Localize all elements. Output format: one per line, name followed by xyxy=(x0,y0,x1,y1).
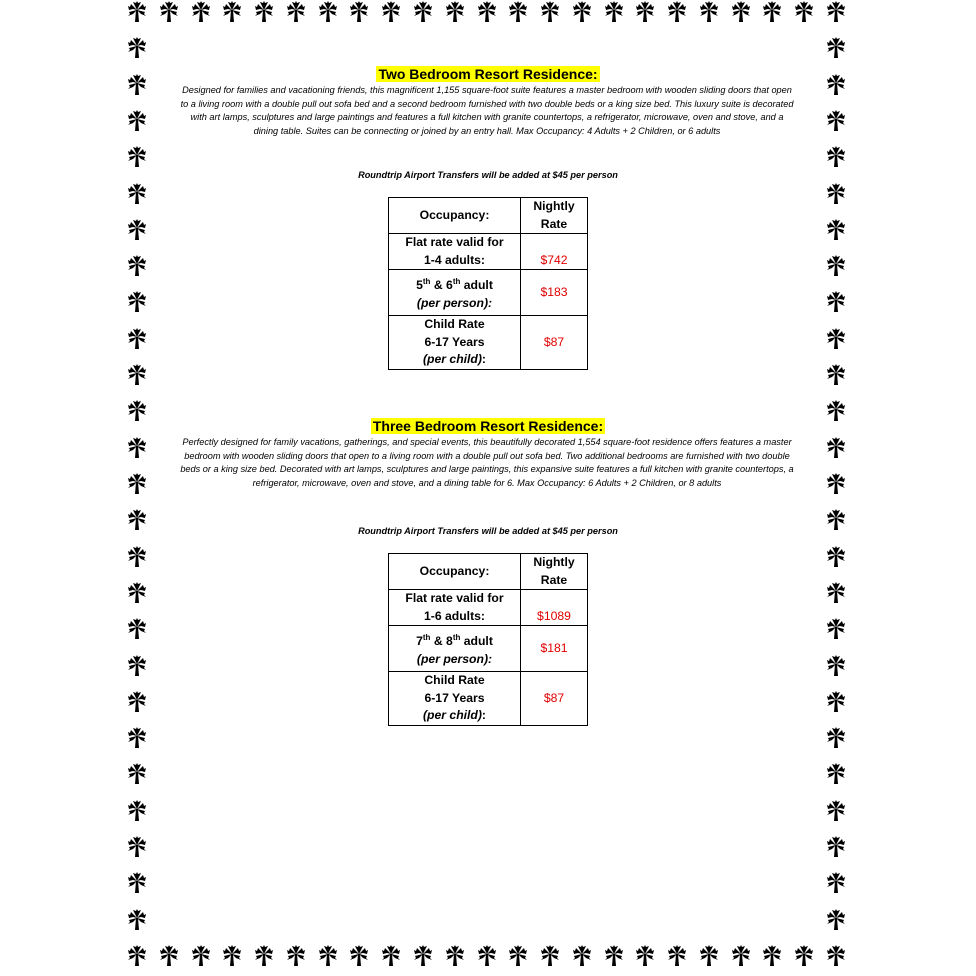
occupancy-label: Child Rate 6-17 Years (per child): xyxy=(389,316,521,370)
transfer-note: Roundtrip Airport Transfers will be added at $45 per person xyxy=(358,526,618,536)
rate-table-three-bedroom xyxy=(388,553,588,726)
header-nightly-rate: Nightly Rate xyxy=(521,554,588,590)
section-description-two-bedroom: Designed for families and vacationing friends, this magnificent 1,155 square-foot suite features a master bedroom with wooden sliding doors that open to a living room with a double pull out sofa bed and a second bedroom furnished with two double beds or a king size bed. This luxury suite is decorated with art lamps, sculptures and large paintings and features a full kitchen with granite countertops, a refrigerator, microwave, oven and stove, and a dining table. Suites can be connecting or joined by an entry hall. Max Occupancy: 4 Adults + 2 Children, or 6 adults xyxy=(180,85,794,136)
rate-value: $87 xyxy=(521,672,588,726)
section-description-three-bedroom: Perfectly designed for family vacations, gatherings, and special events, this beautifully decorated 1,554 square-foot residence offers features a master bedroom with wooden sliding doors that open to a living room with a double pull out sofa bed. Two additional bedrooms are furnished with two double beds or a king size bed. Decorated with art lamps, sculptures and large paintings, this expansive suite features a full kitchen with granite countertops, a refrigerator, microwave, oven and stove, and a dining table for 6. Max Occupancy: 6 Adults + 2 Children, or 8 adults xyxy=(180,437,794,488)
header-nightly-rate: Nightly Rate xyxy=(521,198,588,234)
rate-value: $1089 xyxy=(521,590,588,626)
section-title-two-bedroom: Two Bedroom Resort Residence: xyxy=(378,66,598,82)
header-occupancy: Occupancy: xyxy=(389,554,521,590)
rate-table-two-bedroom xyxy=(388,197,588,370)
occupancy-label: Flat rate valid for 1-6 adults: xyxy=(389,590,521,626)
occupancy-label: Child Rate 6-17 Years (per child): xyxy=(389,672,521,726)
rate-value: $87 xyxy=(521,316,588,370)
rate-value: $181 xyxy=(521,626,588,672)
section-title-three-bedroom: Three Bedroom Resort Residence: xyxy=(372,418,604,434)
occupancy-label: 7th & 8th adult (per person): xyxy=(389,626,521,672)
rate-value: $742 xyxy=(521,234,588,270)
occupancy-label: Flat rate valid for 1-4 adults: xyxy=(389,234,521,270)
transfer-note: Roundtrip Airport Transfers will be added at $45 per person xyxy=(358,170,618,180)
header-occupancy: Occupancy: xyxy=(389,198,521,234)
rate-value: $183 xyxy=(521,270,588,316)
occupancy-label: 5th & 6th adult (per person): xyxy=(389,270,521,316)
